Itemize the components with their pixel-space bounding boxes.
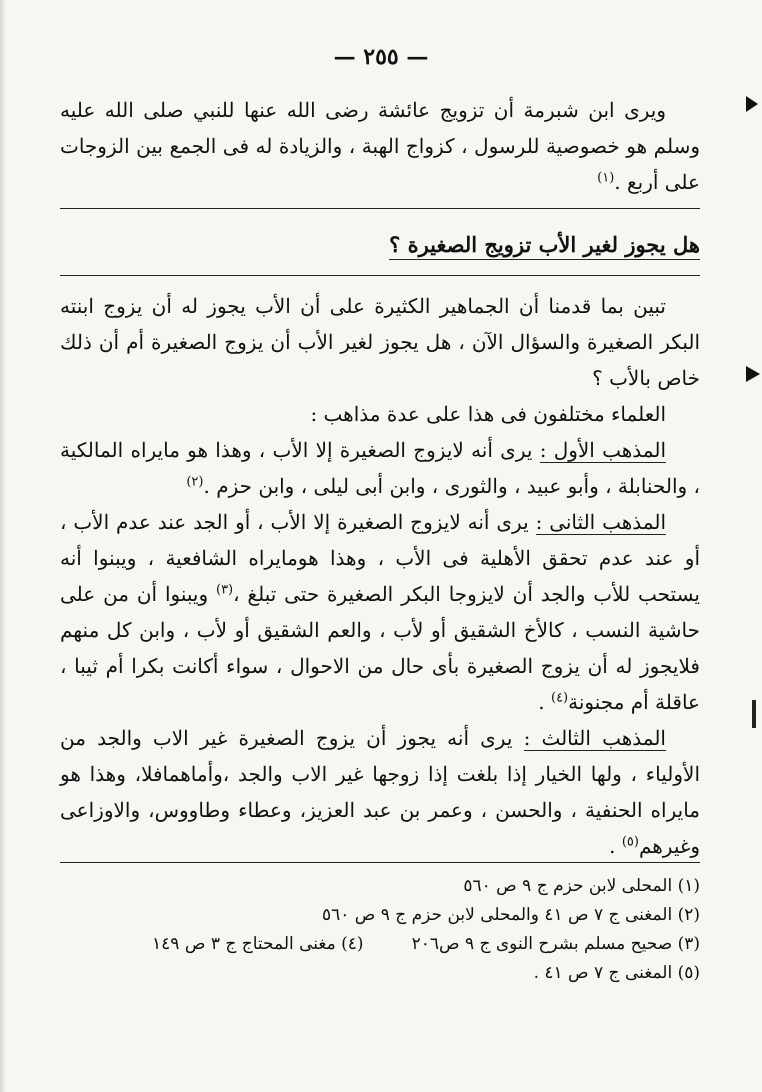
school-2-end: . [538,690,551,714]
main-text [60,92,700,864]
opening-paragraph [60,92,700,200]
section-divider [60,208,700,209]
margin-marker-arrow-icon [746,96,758,112]
section-divider [60,275,700,276]
page-number: — ٢٥٥ — [333,44,429,70]
school-2-text-a: يرى أنه لايزوج الصغيرة إلا الأب ، أو الجد عند عدم الأب ، أو عند عدم تحقق الأهلية فى الأب ، وهذا هومايراه الشافعية ، ويبنوا أنه يستحب للأب والجد أن لايزوجا البكر الصغيرة حتى تبلغ ، [60,510,701,606]
school-2-text-b: ويبنوا أن من على حاشية النسب ، كالأخ الشقيق أو لأب ، والعم الشقيق أو لأب ، وابن كل منهم فلايجوز له أن يزوج الصغيرة بأى حال من الاحوال ، سواء أكانت بكرا أم ثيبا ، عاقلة أم مجنونة [60,582,700,714]
footnote-ref-3: (٣) [215,582,234,598]
school-1-paragraph [60,432,700,504]
margin-bar-icon [752,700,756,728]
school-1-text: يرى أنه لايزوج الصغيرة إلا الأب ، وهذا هو مايراه المالكية ، والحنابلة ، وأبو عبيد ، والثورى ، وابن أبى ليلى ، وابن حزم . [60,438,700,498]
footnote-ref-5: (٥) [621,834,639,850]
section-heading [60,227,700,263]
scholars-text: العلماء مختلفون فى هذا على عدة مذاهب : [310,402,666,426]
margin-marker-arrow-icon [746,366,760,382]
scholars-line [60,396,700,432]
footnote-ref-1: (١) [597,170,615,186]
footnote-divider [60,862,700,863]
footnote-row [60,959,700,988]
footnote-ref-2: (٢) [186,474,204,490]
school-2-lead: المذهب الثانى : [535,510,667,534]
footnote-5: (٥) المغنى ج ٧ ص ٤١ . [533,963,700,983]
footnote-row [60,872,700,901]
footnote-row [60,901,700,930]
school-1-lead: المذهب الأول : [539,438,667,462]
intro-paragraph [60,288,700,396]
school-3-end: . [609,834,622,858]
footnote-4: (٤) مغنى المحتاج ج ٣ ص ١٤٩ [152,934,364,954]
section-heading-text: هل يجوز لغير الأب تزويج الصغيرة ؟ [389,232,700,260]
school-3-paragraph [60,720,700,864]
school-2-paragraph [60,504,700,720]
opening-text: ويرى ابن شبرمة أن تزويج عائشة رضى الله عنها للنبي صلى الله عليه وسلم هو خصوصية للرسول ، كزواج الهبة ، والزيادة له فى الجمع بين الزوجات على أربع . [60,98,700,194]
footnote-2: (٢) المغنى ج ٧ ص ٤١ والمحلى لابن حزم ج ٩ ص ٥٦٠ [321,905,700,925]
footnote-row [60,930,700,959]
school-3-text: يرى أنه يجوز أن يزوج الصغيرة غير الاب والجد من الأولياء ، ولها الخيار إذا بلغت إذا زوجها غير الاب والجد ،وأماهمافلا، وهذا هو مايراه الحنفية ، والحسن ، وعمر بن عبد العزيز، وعطاء وطاووس، والاوزاعى وغيرهم [60,726,701,858]
page-edge-shadow [0,0,6,1092]
footnote-1: (١) المحلى لابن حزم ج ٩ ص ٥٦٠ [463,876,700,896]
intro-text: تبين بما قدمنا أن الجماهير الكثيرة على أن الأب يجوز له أن يزوج ابنته البكر الصغيرة والسؤال الآن ، هل يجوز لغير الأب أن يزوج الصغيرة أم أن ذلك خاص بالأب ؟ [60,294,700,390]
footnote-3: (٣) صحيح مسلم بشرح النوى ج ٩ ص٢٠٦ [411,934,700,954]
school-3-lead: المذهب الثالث : [523,726,666,750]
footnote-ref-4: (٤) [550,690,569,706]
footnotes [60,872,700,988]
